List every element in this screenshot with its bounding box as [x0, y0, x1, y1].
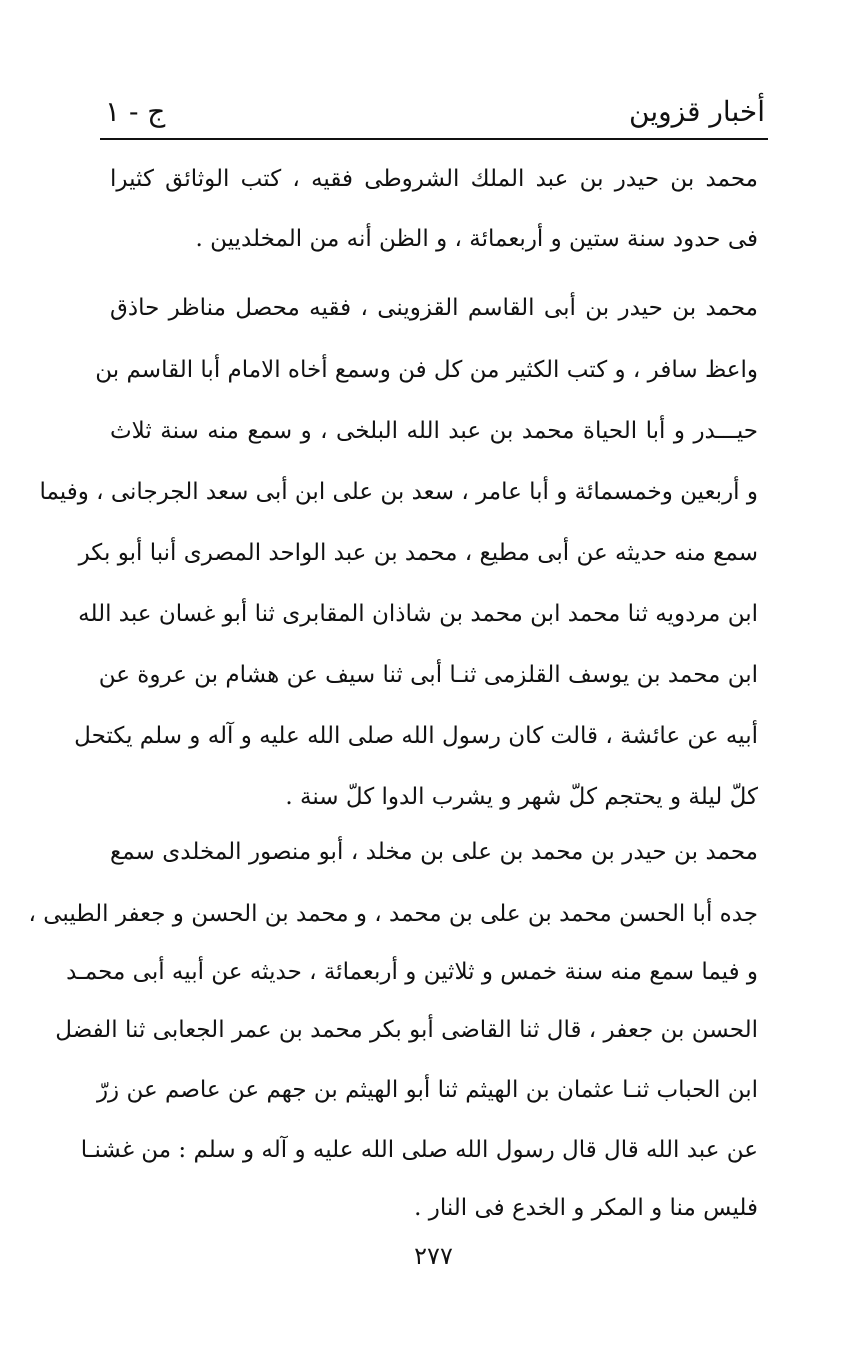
text-line: محمد بن حيدر بن محمد بن على بن مخلد ، أبو منصور المخلدى سمع — [110, 839, 758, 865]
text-line: الحسن بن جعفر ، قال ثنا القاضى أبو بكر محمد بن عمر الجعابى ثنا الفضل — [55, 1017, 758, 1043]
text-line: عن عبد الله قال قال رسول الله صلى الله عليه و آله و سلم : من غشنـا — [80, 1137, 758, 1163]
text-line: فى حدود سنة ستين و أربعمائة ، و الظن أنه من المخلديين . — [195, 226, 758, 252]
text-line: فليس منا و المكر و الخدع فى النار . — [414, 1195, 758, 1221]
text-line: حيـــدر و أبا الحياة محمد بن عبد الله البلخى ، و سمع منه سنة ثلاث — [110, 418, 758, 444]
volume-label: ج - ١ — [105, 95, 166, 128]
running-header — [105, 92, 765, 132]
text-line: ابن مردويه ثنا محمد ابن محمد بن شاذان المقابرى ثنا أبو غسان عبد الله — [78, 601, 758, 627]
header-rule — [100, 138, 768, 140]
text-line: محمد بن حيدر بن أبى القاسم القزوينى ، فقيه محصل مناظر حاذق — [110, 295, 758, 321]
text-line: ابن محمد بن يوسف القلزمى ثنـا أبى ثنا سيف عن هشام بن عروة عن — [98, 662, 758, 688]
text-line: و فيما سمع منه سنة خمس و ثلاثين و أربعمائة ، حديثه عن أبيه أبى محمـد — [66, 959, 758, 985]
text-line: ابن الحباب ثنـا عثمان بن الهيثم ثنا أبو الهيثم بن جهم عن عاصم عن زرّ — [96, 1077, 758, 1103]
text-line: واعظ سافر ، و كتب الكثير من كل فن وسمع أخاه الامام أبا القاسم بن — [95, 357, 758, 383]
text-line: سمع منه حديثه عن أبى مطيع ، محمد بن عبد الواحد المصرى أنبا أبو بكر — [78, 540, 758, 566]
text-line: محمد بن حيدر بن عبد الملك الشروطى فقيه ، كتب الوثائق كثيرا — [110, 166, 758, 192]
page-number: ٢٧٧ — [414, 1242, 453, 1270]
text-line: كلّ ليلة و يحتجم كلّ شهر و يشرب الدوا كلّ سنة . — [285, 784, 758, 810]
book-title: أخبار قزوين — [629, 95, 765, 128]
text-line: جده أبا الحسن محمد بن على بن محمد ، و محمد بن الحسن و جعفر الطيبى ، — [28, 901, 758, 927]
text-line: و أربعين وخمسمائة و أبا عامر ، سعد بن على ابن أبى سعد الجرجانى ، وفيما — [39, 479, 758, 505]
text-line: أبيه عن عائشة ، قالت كان رسول الله صلى الله عليه و آله و سلم يكتحل — [74, 723, 758, 749]
